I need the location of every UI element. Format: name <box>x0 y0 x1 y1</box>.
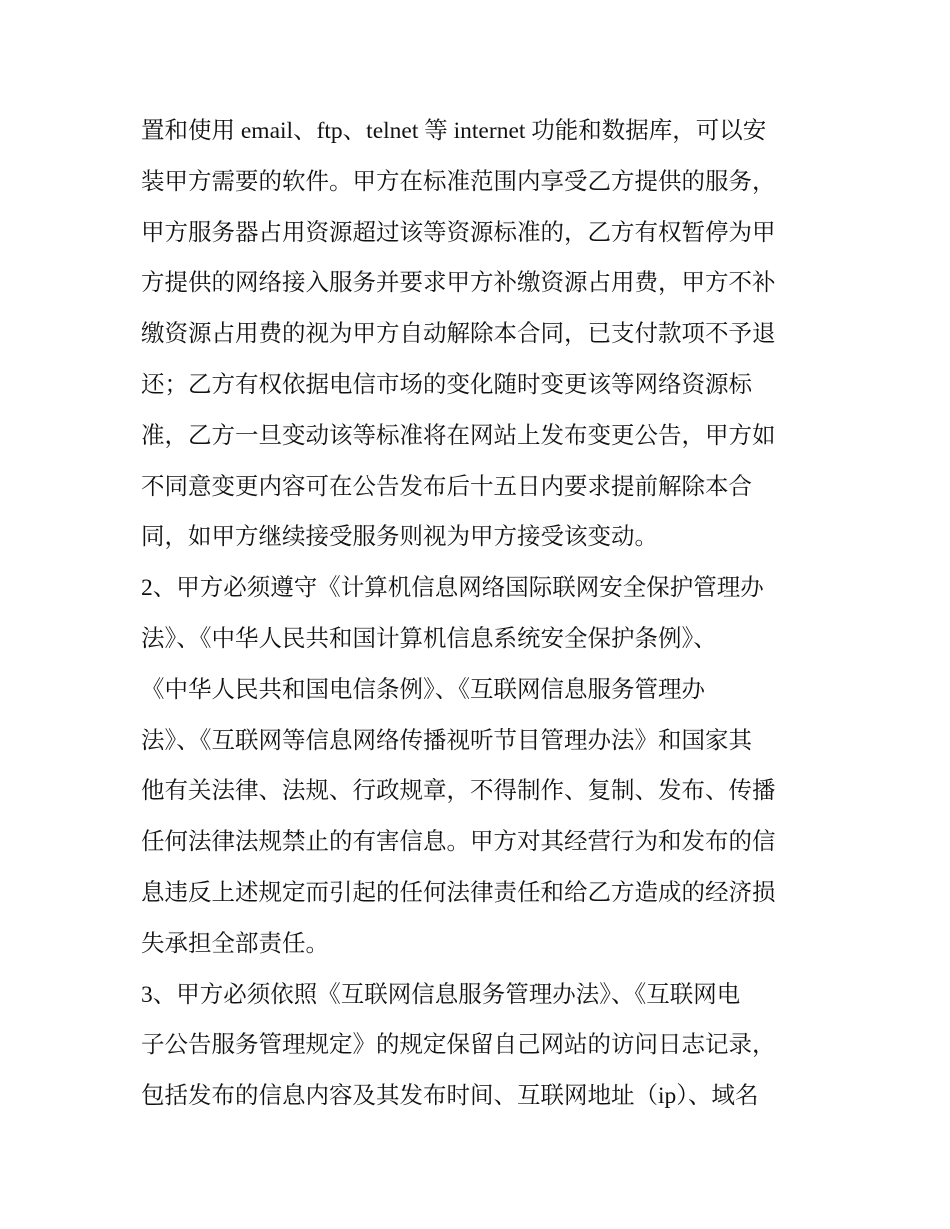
text-line: 3、甲方必须依照《互联网信息服务管理办法》、《互联网电 <box>141 981 741 1008</box>
text-line: 缴资源占用费的视为甲方自动解除本合同，已支付款项不予退 <box>141 321 776 348</box>
text-line: 2、甲方必须遵守《计算机信息网络国际联网安全保护管理办 <box>141 575 764 602</box>
text-line: 甲方服务器占用资源超过该等资源标准的，乙方有权暂停为甲 <box>141 219 776 246</box>
text-line: 还；乙方有权依据电信市场的变化随时变更该等网络资源标 <box>141 371 752 398</box>
text-line: 装甲方需要的软件。甲方在标准范围内享受乙方提供的服务， <box>141 168 776 195</box>
text-line: 置和使用 email、ftp、telnet 等 internet 功能和数据库，可以安 <box>141 118 767 144</box>
text-line: 息违反上述规定而引起的任何法律责任和给乙方造成的经济损 <box>141 879 776 906</box>
text-line: 方提供的网络接入服务并要求甲方补缴资源占用费，甲方不补 <box>141 270 776 297</box>
text-line: 《中华人民共和国电信条例》、《互联网信息服务管理办 <box>141 676 705 703</box>
text-line: 不同意变更内容可在公告发布后十五日内要求提前解除本合 <box>141 473 752 500</box>
document-body <box>141 106 821 1122</box>
text-line: 他有关法律、法规、行政规章，不得制作、复制、发布、传播 <box>141 778 776 805</box>
text-line: 准，乙方一旦变动该等标准将在网站上发布变更公告，甲方如 <box>141 422 776 449</box>
text-line: 同，如甲方继续接受服务则视为甲方接受该变动。 <box>141 524 658 551</box>
text-line: 法》、《互联网等信息网络传播视听节目管理办法》和国家其 <box>141 727 752 754</box>
text-line: 失承担全部责任。 <box>141 930 329 957</box>
text-line: 包括发布的信息内容及其发布时间、互联网地址（ip）、域名 <box>141 1083 759 1110</box>
text-line: 任何法律法规禁止的有害信息。甲方对其经营行为和发布的信 <box>141 829 776 856</box>
text-line: 法》、《中华人民共和国计算机信息系统安全保护条例》、 <box>141 625 717 652</box>
text-line: 子公告服务管理规定》的规定保留自己网站的访问日志记录， <box>141 1032 776 1059</box>
